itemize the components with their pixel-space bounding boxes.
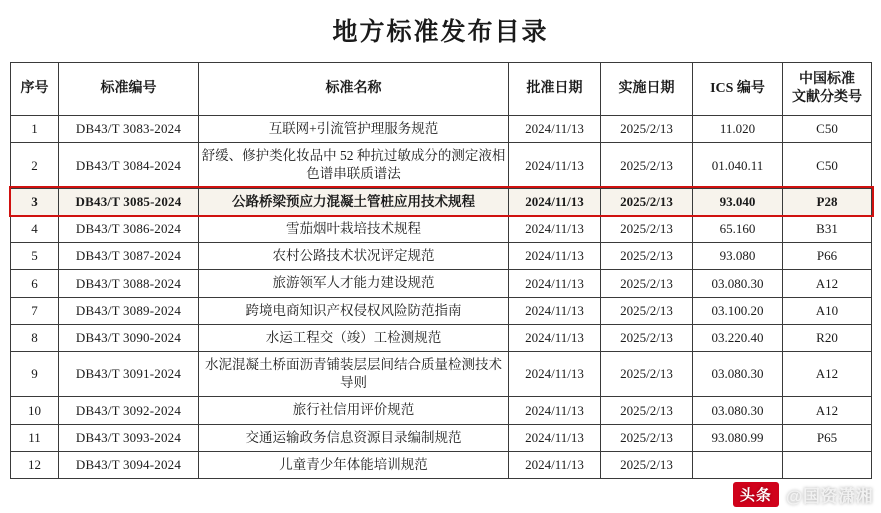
- column-header-code: 标准编号: [59, 63, 199, 116]
- cell-implementation-date: 2025/2/13: [601, 243, 693, 270]
- cell-standard-code: DB43/T 3094-2024: [59, 451, 199, 478]
- cell-approval-date: 2024/11/13: [509, 424, 601, 451]
- standards-table: [10, 62, 872, 479]
- cell-classification-code: A12: [783, 270, 872, 297]
- cell-standard-code: DB43/T 3085-2024: [59, 188, 199, 215]
- cell-standard-code: DB43/T 3083-2024: [59, 116, 199, 143]
- watermark: [733, 482, 873, 507]
- table-row: [11, 297, 872, 324]
- table-header-row: [11, 63, 872, 116]
- cell-standard-code: DB43/T 3088-2024: [59, 270, 199, 297]
- cell-standard-name: 农村公路技术状况评定规范: [199, 243, 509, 270]
- cell-standard-code: DB43/T 3091-2024: [59, 351, 199, 396]
- table-row: [11, 270, 872, 297]
- toutiao-logo-icon: 头条: [733, 482, 779, 507]
- cell-ics-code: 93.040: [693, 188, 783, 215]
- cell-implementation-date: 2025/2/13: [601, 351, 693, 396]
- cell-sequence: 9: [11, 351, 59, 396]
- cell-approval-date: 2024/11/13: [509, 243, 601, 270]
- page-title: 地方标准发布目录: [332, 19, 549, 46]
- table-body: [11, 116, 872, 479]
- cell-ics-code: 03.220.40: [693, 324, 783, 351]
- cell-sequence: 1: [11, 116, 59, 143]
- cell-classification-code: A12: [783, 397, 872, 424]
- cell-approval-date: 2024/11/13: [509, 451, 601, 478]
- table-row: [11, 116, 872, 143]
- cell-sequence: 8: [11, 324, 59, 351]
- cell-ics-code: 03.080.30: [693, 397, 783, 424]
- cell-ics-code: 11.020: [693, 116, 783, 143]
- cell-ics-code: 65.160: [693, 215, 783, 242]
- cell-standard-name: 水运工程交（竣）工检测规范: [199, 324, 509, 351]
- cell-ics-code: 03.100.20: [693, 297, 783, 324]
- cell-standard-name: 旅行社信用评价规范: [199, 397, 509, 424]
- cell-ics-code: 03.080.30: [693, 270, 783, 297]
- cell-sequence: 4: [11, 215, 59, 242]
- cell-implementation-date: 2025/2/13: [601, 451, 693, 478]
- table-header: [11, 63, 872, 116]
- cell-implementation-date: 2025/2/13: [601, 324, 693, 351]
- cell-approval-date: 2024/11/13: [509, 143, 601, 188]
- cell-approval-date: 2024/11/13: [509, 397, 601, 424]
- standards-table-wrap: [10, 62, 871, 479]
- table-row: [11, 397, 872, 424]
- cell-classification-code: [783, 451, 872, 478]
- cell-approval-date: 2024/11/13: [509, 324, 601, 351]
- cell-sequence: 2: [11, 143, 59, 188]
- watermark-text: @国资潇湘: [785, 487, 873, 506]
- cell-sequence: 10: [11, 397, 59, 424]
- cell-classification-code: R20: [783, 324, 872, 351]
- cell-approval-date: 2024/11/13: [509, 270, 601, 297]
- cell-ics-code: 03.080.30: [693, 351, 783, 396]
- cell-sequence: 5: [11, 243, 59, 270]
- cell-standard-code: DB43/T 3092-2024: [59, 397, 199, 424]
- cell-sequence: 3: [11, 188, 59, 215]
- cell-standard-name: 交通运输政务信息资源目录编制规范: [199, 424, 509, 451]
- column-header-classification: [783, 63, 872, 116]
- cell-classification-code: P65: [783, 424, 872, 451]
- table-row: [11, 424, 872, 451]
- cell-standard-code: DB43/T 3087-2024: [59, 243, 199, 270]
- document-page: [0, 12, 881, 506]
- cell-classification-code: P28: [783, 188, 872, 215]
- cell-sequence: 6: [11, 270, 59, 297]
- cell-implementation-date: 2025/2/13: [601, 297, 693, 324]
- table-row: [11, 143, 872, 188]
- column-header-name: 标准名称: [199, 63, 509, 116]
- classification-header-line2: 文献分类号: [792, 90, 862, 105]
- cell-sequence: 12: [11, 451, 59, 478]
- cell-classification-code: B31: [783, 215, 872, 242]
- cell-implementation-date: 2025/2/13: [601, 188, 693, 215]
- cell-standard-name: 公路桥梁预应力混凝土管桩应用技术规程: [199, 188, 509, 215]
- cell-ics-code: [693, 451, 783, 478]
- cell-standard-name: 互联网+引流管护理服务规范: [199, 116, 509, 143]
- table-row: [11, 324, 872, 351]
- cell-classification-code: C50: [783, 116, 872, 143]
- cell-standard-name: 旅游领军人才能力建设规范: [199, 270, 509, 297]
- table-row: [11, 351, 872, 396]
- cell-approval-date: 2024/11/13: [509, 297, 601, 324]
- cell-standard-code: DB43/T 3093-2024: [59, 424, 199, 451]
- cell-standard-name: 雪茄烟叶栽培技术规程: [199, 215, 509, 242]
- table-row: [11, 451, 872, 478]
- column-header-approval-date: 批准日期: [509, 63, 601, 116]
- cell-implementation-date: 2025/2/13: [601, 270, 693, 297]
- cell-implementation-date: 2025/2/13: [601, 424, 693, 451]
- cell-standard-code: DB43/T 3084-2024: [59, 143, 199, 188]
- cell-classification-code: C50: [783, 143, 872, 188]
- cell-sequence: 11: [11, 424, 59, 451]
- column-header-seq: 序号: [11, 63, 59, 116]
- classification-header-line1: 中国标准: [799, 71, 855, 87]
- cell-standard-name: 舒缓、修护类化妆品中 52 种抗过敏成分的测定液相色谱串联质谱法: [199, 143, 509, 188]
- cell-classification-code: A12: [783, 351, 872, 396]
- column-header-ics: ICS 编号: [693, 63, 783, 116]
- cell-ics-code: 93.080.99: [693, 424, 783, 451]
- cell-sequence: 7: [11, 297, 59, 324]
- cell-implementation-date: 2025/2/13: [601, 397, 693, 424]
- cell-ics-code: 93.080: [693, 243, 783, 270]
- cell-standard-code: DB43/T 3089-2024: [59, 297, 199, 324]
- cell-ics-code: 01.040.11: [693, 143, 783, 188]
- cell-implementation-date: 2025/2/13: [601, 116, 693, 143]
- cell-implementation-date: 2025/2/13: [601, 215, 693, 242]
- cell-classification-code: A10: [783, 297, 872, 324]
- cell-approval-date: 2024/11/13: [509, 215, 601, 242]
- table-row: [11, 243, 872, 270]
- cell-standard-name: 水泥混凝土桥面沥青铺装层层间结合质量检测技术导则: [199, 351, 509, 396]
- cell-standard-name: 儿童青少年体能培训规范: [199, 451, 509, 478]
- column-header-implementation-date: 实施日期: [601, 63, 693, 116]
- table-row: [11, 215, 872, 242]
- cell-standard-code: DB43/T 3090-2024: [59, 324, 199, 351]
- cell-classification-code: P66: [783, 243, 872, 270]
- cell-approval-date: 2024/11/13: [509, 351, 601, 396]
- cell-standard-code: DB43/T 3086-2024: [59, 215, 199, 242]
- cell-implementation-date: 2025/2/13: [601, 143, 693, 188]
- cell-approval-date: 2024/11/13: [509, 188, 601, 215]
- table-row: [11, 188, 872, 215]
- cell-approval-date: 2024/11/13: [509, 116, 601, 143]
- cell-standard-name: 跨境电商知识产权侵权风险防范指南: [199, 297, 509, 324]
